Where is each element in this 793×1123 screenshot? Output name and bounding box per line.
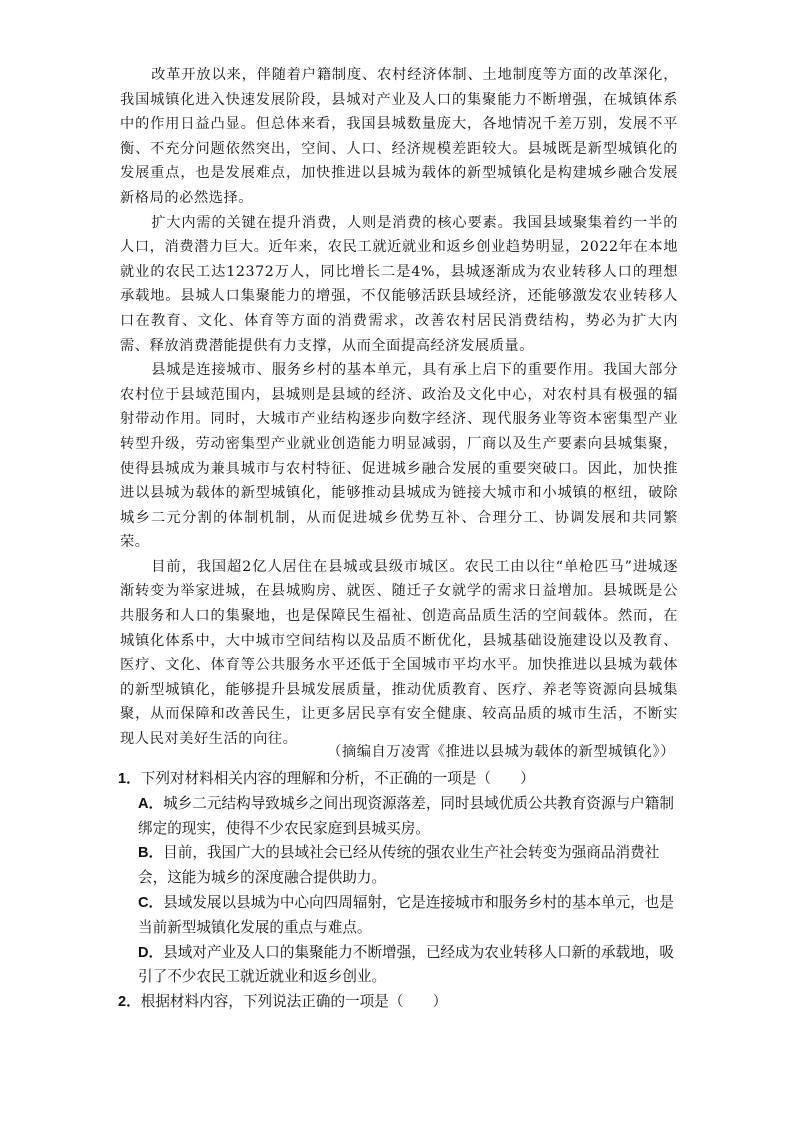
option-a — [138, 792, 683, 842]
option-letter: D． — [138, 944, 164, 961]
question-list — [118, 767, 683, 1015]
option-d — [138, 941, 683, 991]
option-letter: C． — [138, 894, 164, 911]
passage-paragraph-2: 扩大内需的关键在提升消费，人则是消费的核心要素。我国县域聚集着约一半的人口，消费潜力巨大。近年来，农民工就近就业和返乡创业趋势明显，2022年在本地就业的农民工达12372万人，同比增长二是4%，县城逐渐成为农业转移人口的理想承载地。县城人口集聚能力的增强，不仅能够活跃县域经济，还能够激发农业转移人口在教育、文化、体育等方面的消费需求，改善农村居民消费结构，势必为扩大内需、释放消费潜能提供有力支撑，从而全面提高经济发展质量。 — [120, 214, 678, 354]
question-1 — [118, 767, 683, 990]
option-c — [138, 891, 683, 941]
question-stem — [118, 990, 683, 1015]
option-text: 目前，我国广大的县域社会已经从传统的强农业生产社会转变为强商品消费社会，这能为城乡的深度融合提供助力。 — [138, 845, 660, 887]
option-text: 城乡二元结构导致城乡之间出现资源落差，同时县域优质公共教育资源与户籍制绑定的现实，使得不少农民家庭到县城买房。 — [138, 795, 674, 837]
option-text: 县域对产业及人口的集聚能力不断增强，已经成为农业转移人口新的承载地，吸引了不少农民工就近就业和返乡创业。 — [138, 944, 674, 986]
question-text: 下列对材料相关内容的理解和分析，不正确的一项是（ ） — [140, 771, 535, 787]
option-letter: A． — [138, 795, 164, 812]
question-2 — [118, 990, 683, 1015]
passage-paragraph-1: 改革开放以来，伴随着户籍制度、农村经济体制、土地制度等方面的改革深化，我国城镇化进入快速发展阶段，县城对产业及人口的集聚能力不断增强，在城镇体系中的作用日益凸显。但总体来看，我国县城数量庞大，各地情况千差万别，发展不平衡、不充分问题依然突出，空间、人口、经济规模差距较大。县城既是新型城镇化的发展重点，也是发展难点，加快推进以县城为载体的新型城镇化是构建城乡融合发展新格局的必然选择。 — [120, 67, 678, 206]
question-number: 2． — [118, 994, 141, 1011]
option-b — [138, 841, 683, 891]
passage-paragraph-3: 县城是连接城市、服务乡村的基本单元，具有承上启下的重要作用。我国大部分农村位于县域范围内，县城则是县域的经济、政治及文化中心，对农村具有极强的辐射带动作用。同时，大城市产业结构逐步向数字经济、现代服务业等资本密集型产业转型升级，劳动密集型产业就业创造能力明显减弱，厂商以及生产要素向县城集聚，使得县城成为兼具城市与农村特征、促进城乡融合发展的重要突破口。因此，加快推进以县城为载体的新型城镇化，能够推动县城成为链接大城市和小城镇的枢纽，破除城乡二元分割的体制机制，从而促进城乡优势互补、合理分工、协调发展和共同繁荣。 — [120, 362, 678, 551]
reading-passage — [120, 63, 678, 752]
question-text: 根据材料内容，下列说法正确的一项是（ ） — [140, 994, 448, 1011]
passage-source: （摘编自万凌霄《推进以县城为载体的新型城镇化》） — [327, 744, 675, 760]
option-letter: B． — [138, 845, 164, 862]
question-stem — [118, 767, 683, 792]
option-list — [118, 792, 683, 990]
question-number: 1． — [118, 771, 141, 787]
passage-paragraph-4: 目前，我国超2亿人居住在县城或县级市城区。农民工由以往“单枪匹马”进城逐渐转变为举家进城，在县城购房、就医、随迁子女就学的需求日益增加。县城既是公共服务和人口的集聚地，也是保障民生福祉、创造高品质生活的空间载体。然而，在城镇化体系中，大中城市空间结构以及品质不断优化，县城基础设施建设以及教育、医疗、文化、体育等公共服务水平还低于全国城市平均水平。加快推进以县城为载体的新型城镇化，能够提升县城发展质量，推动优质教育、医疗、养老等资源向县城集聚，从而保障和改善民生，让更多居民享有安全健康、较高品质的城市生活，不断实现人民对美好生活的向往。 — [120, 558, 678, 748]
option-text: 县域发展以县城为中心向四周辐射，它是连接城市和服务乡村的基本单元，也是当前新型城镇化发展的重点与难点。 — [138, 894, 674, 936]
